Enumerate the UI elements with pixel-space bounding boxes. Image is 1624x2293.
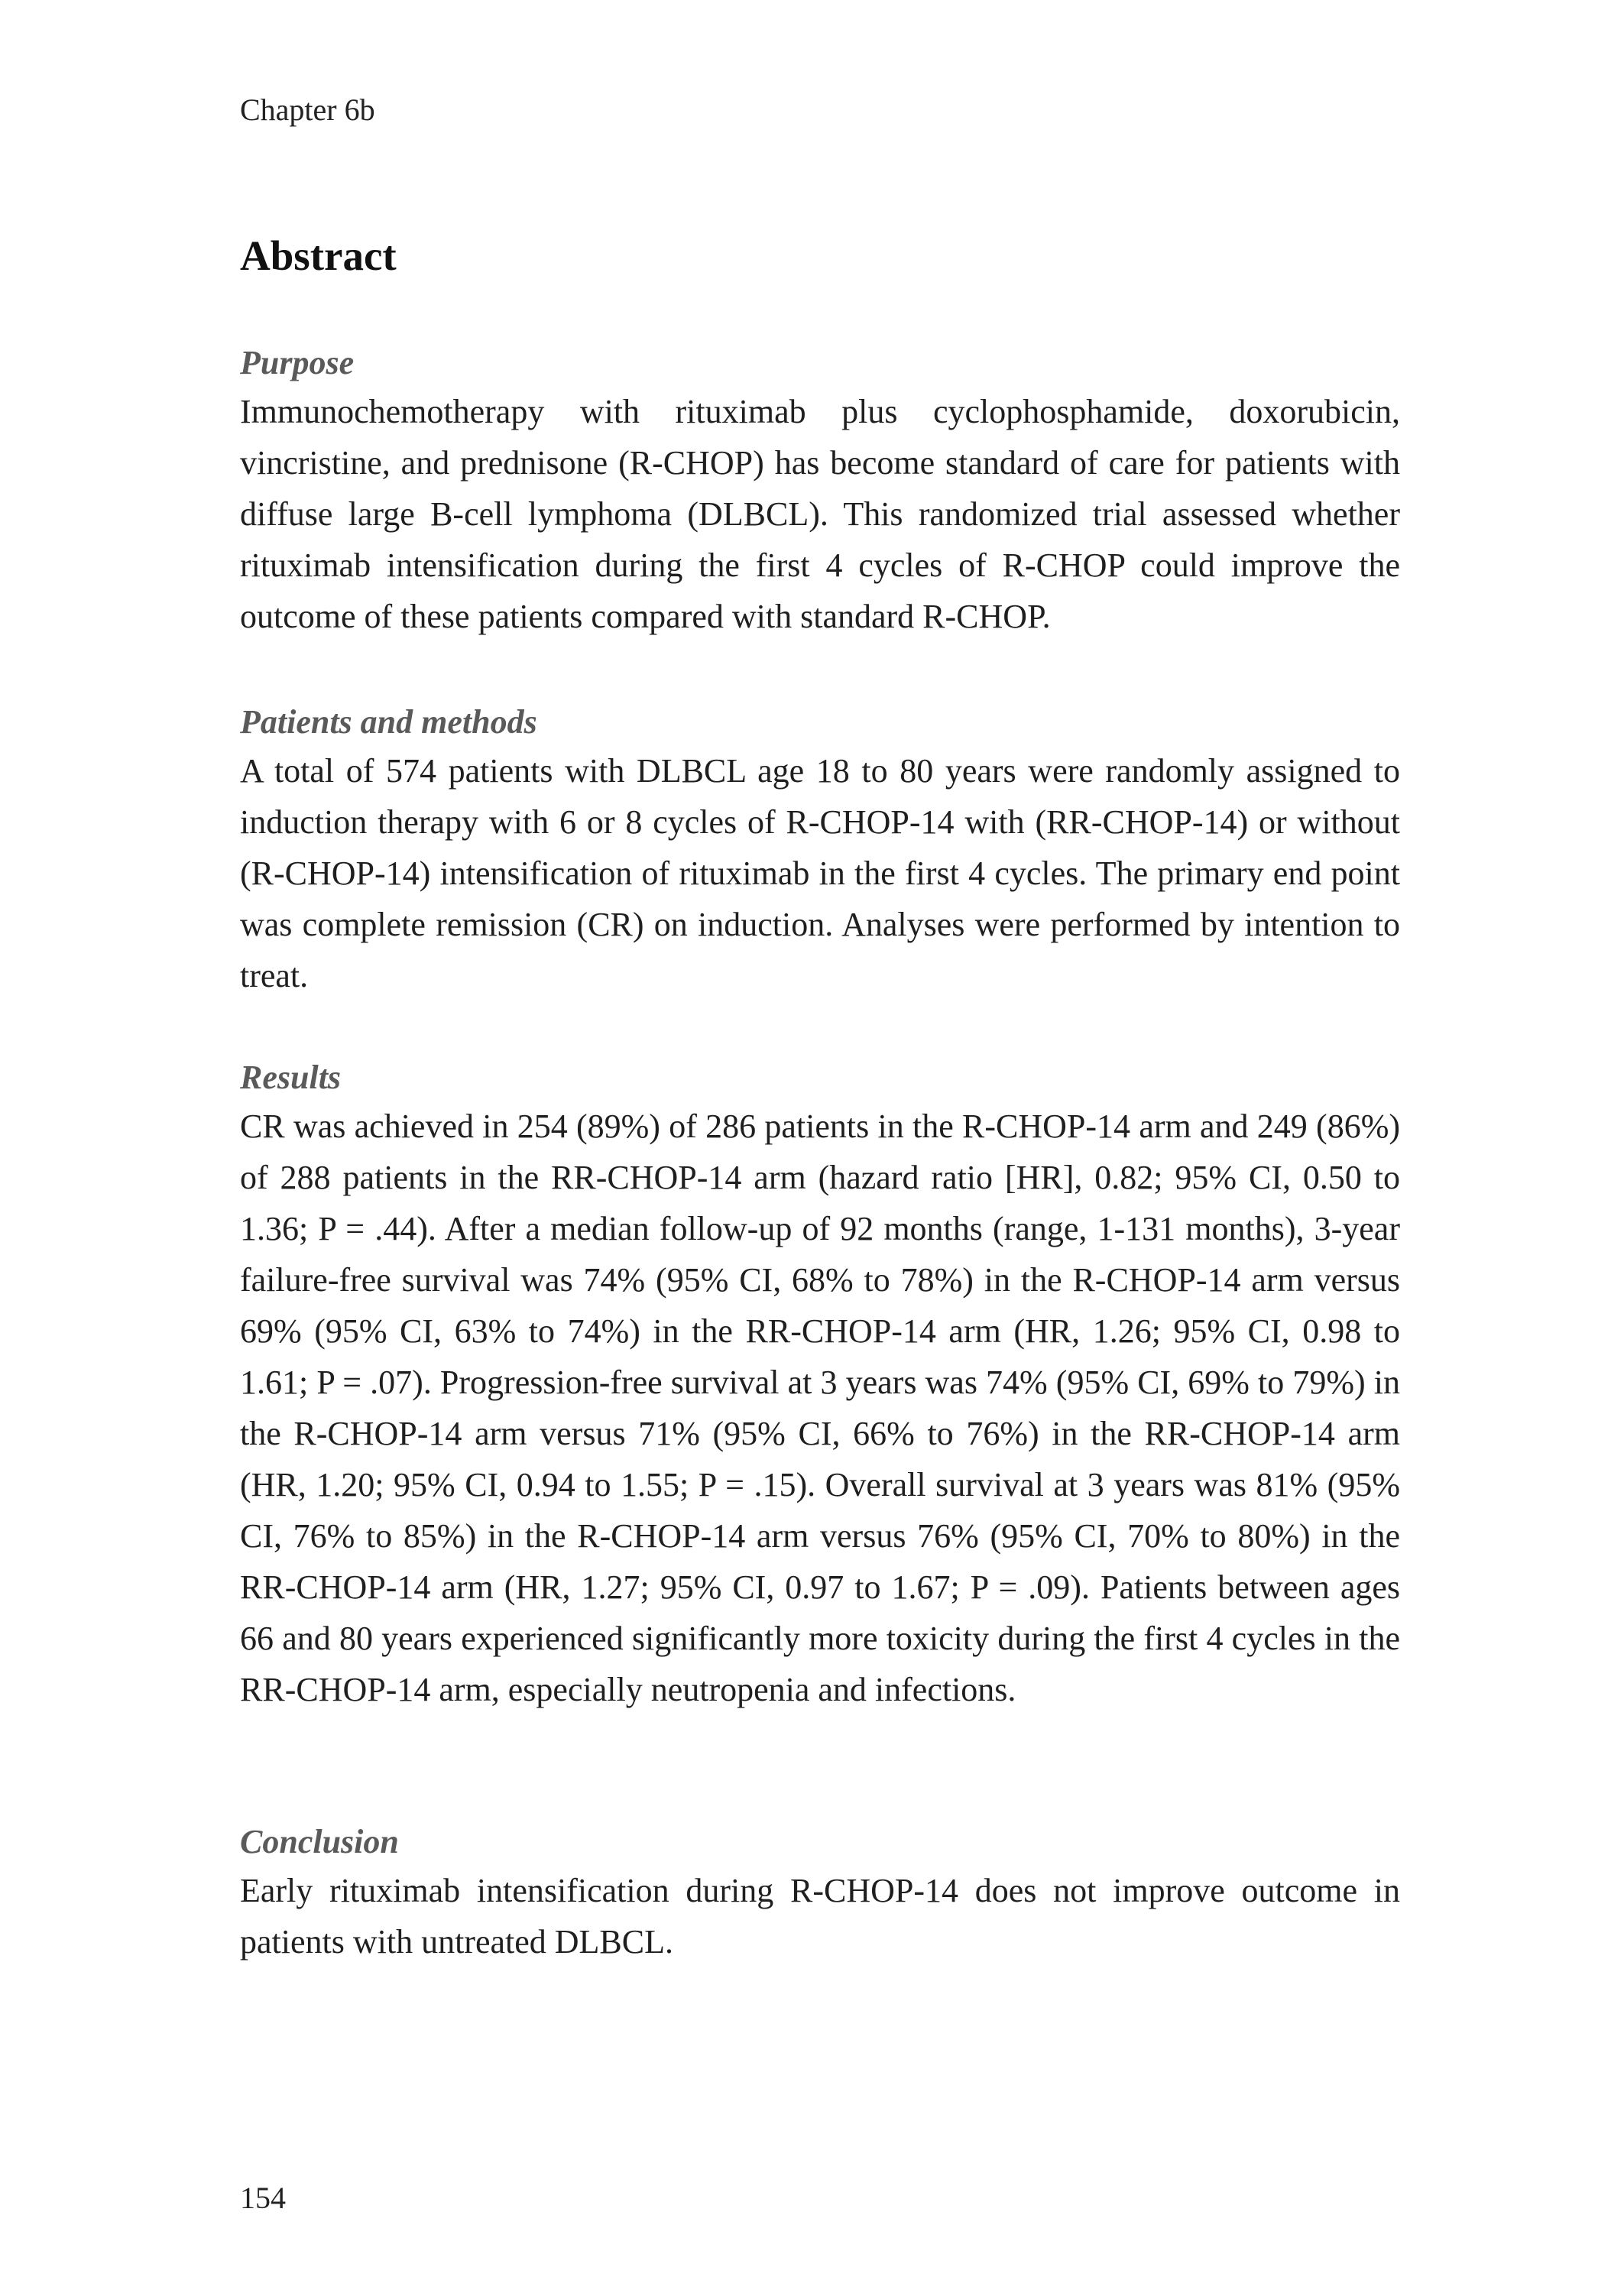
abstract-title: Abstract <box>240 232 397 279</box>
conclusion-body: Early rituximab intensification during R-CHOP-14 does not improve outcome in patients with untreated DLBCL. <box>240 1872 1400 1961</box>
conclusion-section <box>240 1819 1400 1967</box>
results-heading: Results <box>240 1059 342 1096</box>
purpose-section <box>240 340 1400 642</box>
purpose-heading: Purpose <box>240 344 355 381</box>
results-body: CR was achieved in 254 (89%) of 286 patients in the R-CHOP-14 arm and 249 (86%) of 288 patients in the RR-CHOP-14 arm (hazard ratio [HR], 0.82; 95% CI, 0.50 to 1.36; P = .44). After a median follow-up of 92 months (range, 1-131 months), 3-year failure-free survival was 74% (95% CI, 68% to 78%) in the R-CHOP-14 arm versus 69% (95% CI, 63% to 74%) in the RR-CHOP-14 arm (HR, 1.26; 95% CI, 0.98 to 1.61; P = .07). Progression-free survival at 3 years was 74% (95% CI, 69% to 79%) in the R-CHOP-14 arm versus 71% (95% CI, 66% to 76%) in the RR-CHOP-14 arm (HR, 1.20; 95% CI, 0.94 to 1.55; P = .15). Overall survival at 3 years was 81% (95% CI, 76% to 85%) in the R-CHOP-14 arm versus 76% (95% CI, 70% to 80%) in the RR-CHOP-14 arm (HR, 1.27; 95% CI, 0.97 to 1.67; P = .09). Patients between ages 66 and 80 years experienced significantly more toxicity during the first 4 cycles in the RR-CHOP-14 arm, especially neutropenia and infections. <box>240 1108 1400 1708</box>
patients-and-methods-heading: Patients and methods <box>240 703 537 741</box>
purpose-body: Immunochemotherapy with rituximab plus cyclophosphamide, doxorubicin, vincristine, and prednisone (R-CHOP) has become standard of care for patients with diffuse large B-cell lymphoma (DLBCL). This randomized trial assessed whether rituximab intensification during the first 4 cycles of R-CHOP could improve the outcome of these patients compared with standard R-CHOP. <box>240 393 1400 635</box>
page-number: 154 <box>240 2181 286 2215</box>
patients-and-methods-section <box>240 699 1400 1001</box>
patients-and-methods-body: A total of 574 patients with DLBCL age 18 to 80 years were randomly assigned to induction therapy with 6 or 8 cycles of R-CHOP-14 with (RR-CHOP-14) or without (R-CHOP-14) intensification of rituximab in the first 4 cycles. The primary end point was complete remission (CR) on induction. Analyses were performed by intention to treat. <box>240 752 1400 994</box>
conclusion-heading: Conclusion <box>240 1823 399 1860</box>
results-section <box>240 1055 1400 1715</box>
running-head: Chapter 6b <box>240 92 375 127</box>
